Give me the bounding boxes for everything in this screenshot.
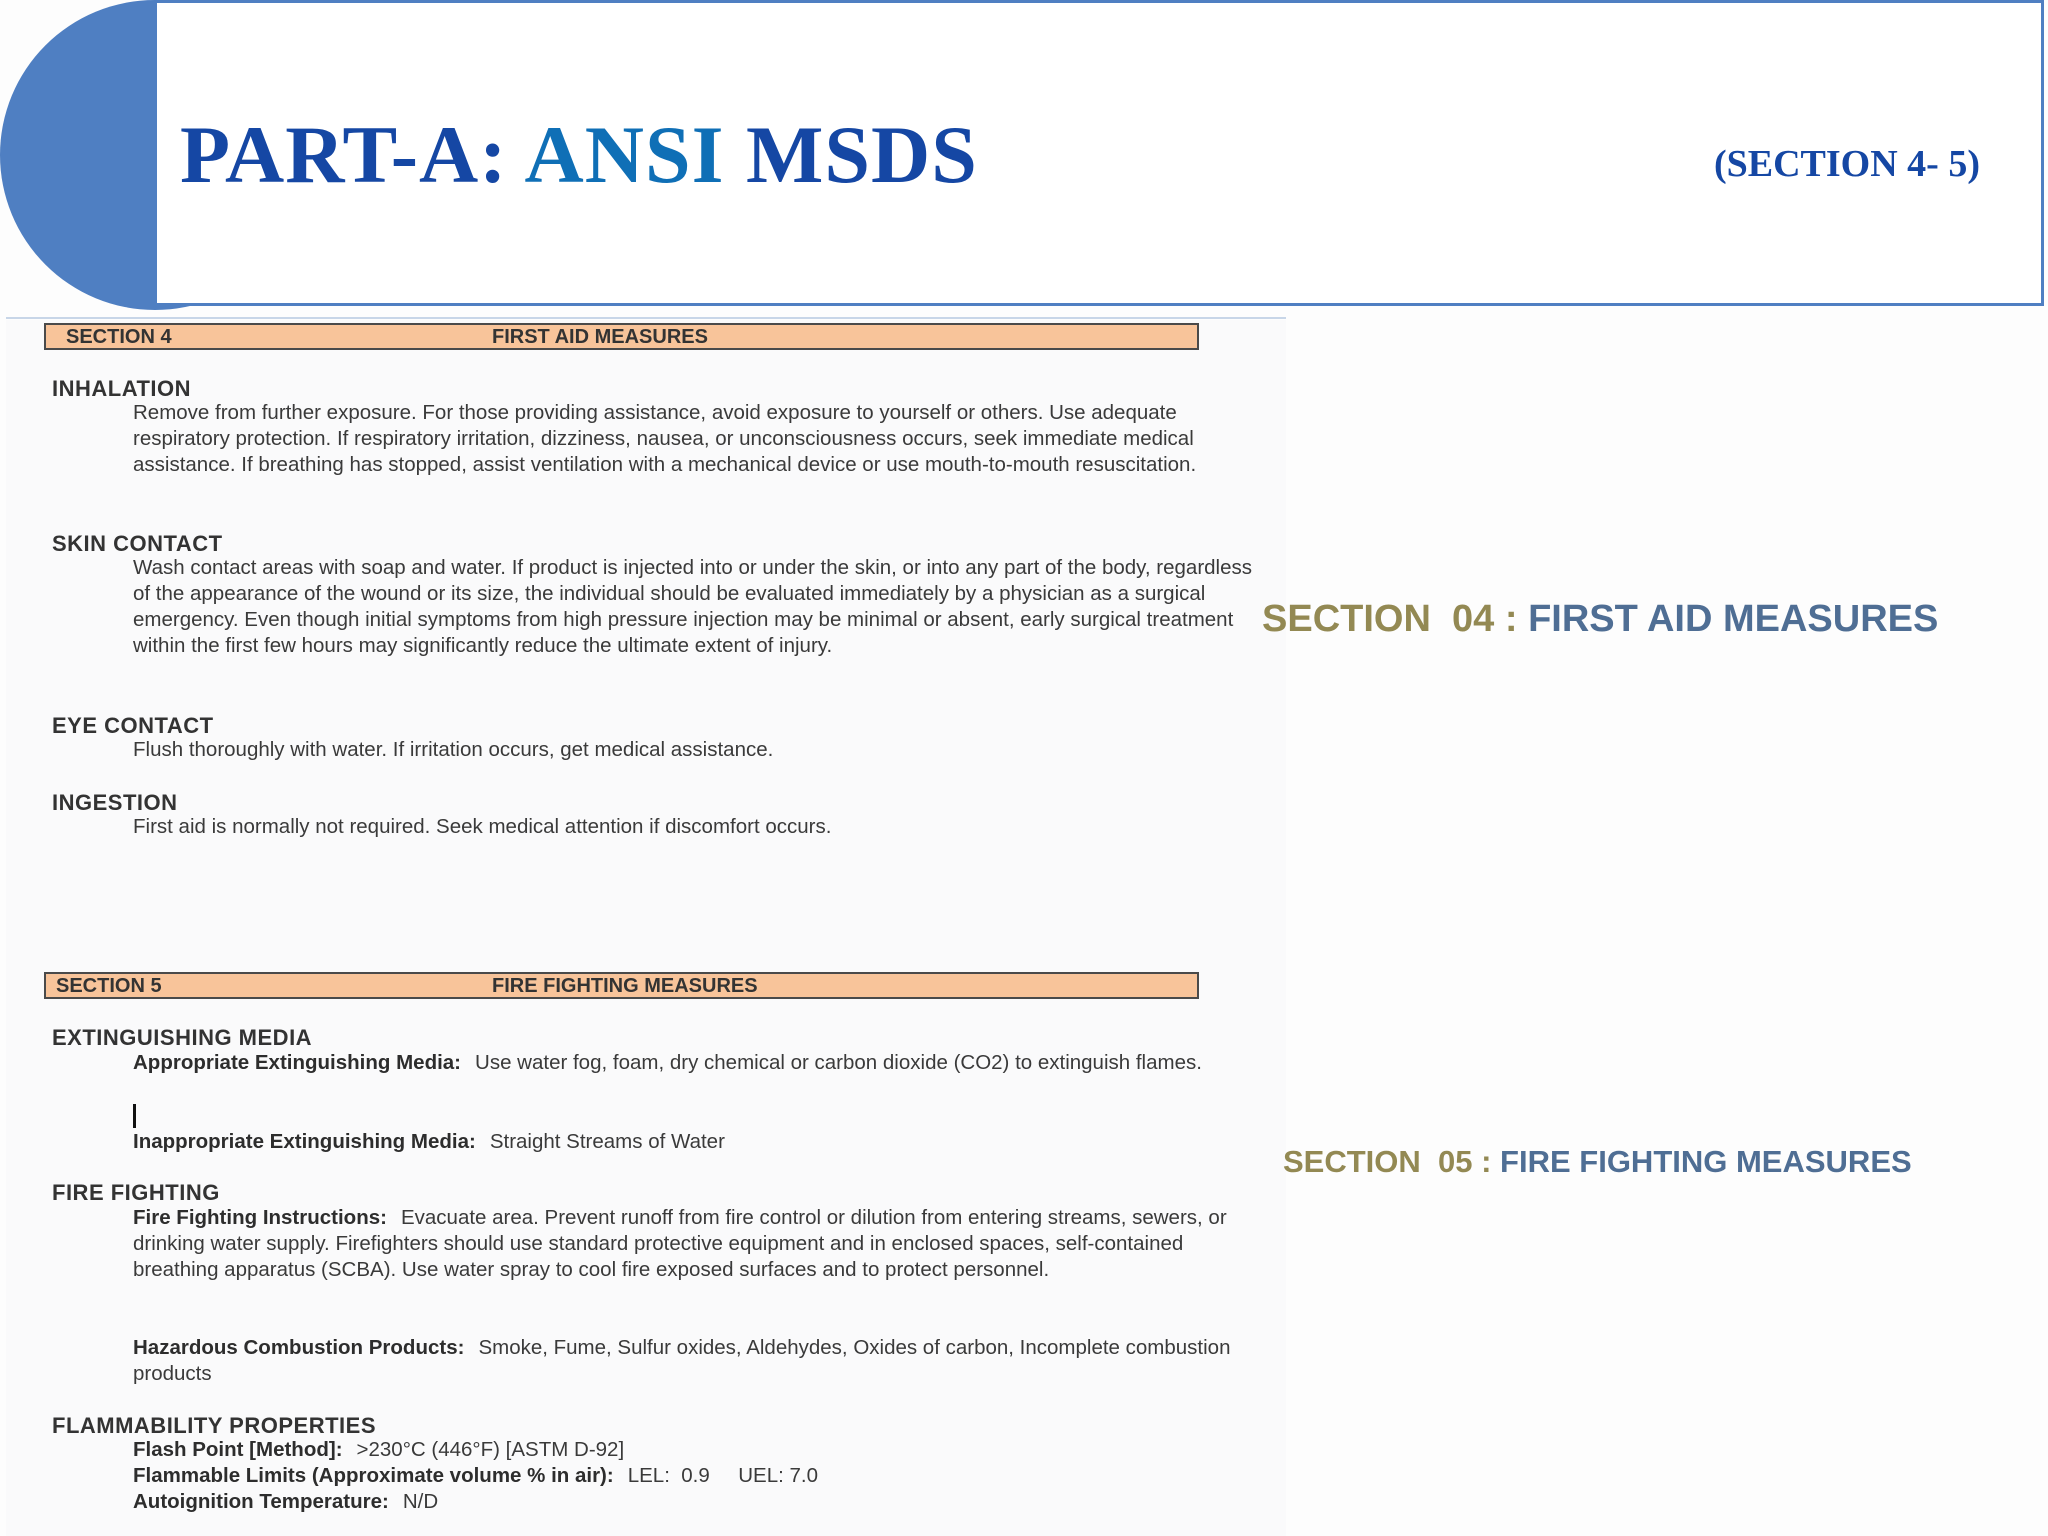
flash-point xyxy=(133,1438,624,1462)
hazardous-combustion xyxy=(133,1335,1263,1387)
combustion-text: Smoke, Fume, Sulfur oxides, Aldehydes, Oxides of carbon, Incomplete combustion products xyxy=(133,1336,1231,1385)
msds-document-image xyxy=(6,320,1286,1536)
fire-fighting-heading: FIRE FIGHTING xyxy=(52,1180,220,1205)
appropriate-media-label: Appropriate Extinguishing Media: xyxy=(133,1051,462,1074)
divider xyxy=(6,317,1286,319)
autoignition-value: N/D xyxy=(402,1490,439,1513)
section-05-value: FIRE FIGHTING MEASURES xyxy=(1500,1144,1912,1179)
section4-title: FIRST AID MEASURES xyxy=(492,326,708,348)
section4-bar xyxy=(44,323,1199,350)
inappropriate-media xyxy=(133,1130,725,1154)
ingestion-text: First aid is normally not required. Seek medical attention if discomfort occurs. xyxy=(133,815,832,838)
flammable-limits-value: LEL: 0.9 UEL: 7.0 xyxy=(627,1464,819,1487)
inhalation-heading: INHALATION xyxy=(52,376,192,401)
flash-point-label: Flash Point [Method]: xyxy=(133,1438,343,1461)
eye-contact-text: Flush thoroughly with water. If irritation occurs, get medical assistance. xyxy=(133,738,774,761)
skin-contact-heading: SKIN CONTACT xyxy=(52,531,223,556)
eye-contact-heading: EYE CONTACT xyxy=(52,713,214,738)
ingestion-heading: INGESTION xyxy=(52,790,178,815)
fire-fighting-instructions xyxy=(133,1205,1263,1283)
instructions-label: Fire Fighting Instructions: xyxy=(133,1206,387,1229)
flash-point-value: >230°C (446°F) [ASTM D-92] xyxy=(356,1438,625,1461)
title-part1: PART-A: xyxy=(180,109,525,200)
flammability-heading: FLAMMABILITY PROPERTIES xyxy=(52,1413,376,1438)
title-highlight: ANSI xyxy=(524,109,725,200)
page-subtitle: (SECTION 4- 5) xyxy=(1713,143,1980,185)
section5-bar xyxy=(44,972,1199,999)
section-04-value: FIRST AID MEASURES xyxy=(1528,598,1939,640)
extinguishing-media-heading: EXTINGUISHING MEDIA xyxy=(52,1025,313,1050)
appropriate-media xyxy=(133,1050,1263,1076)
flammable-limits-label: Flammable Limits (Approximate volume % in air): xyxy=(133,1464,614,1487)
text-cursor xyxy=(133,1104,136,1128)
skin-contact-text: Wash contact areas with soap and water. If product is injected into or under the skin, or into any part of the body, regardless of the appearance of the wound or its size, the individual should be evaluated immediately by a physician as a surgical emergency. Even though initial symptoms from high pressure injection may be minimal or absent, early surgical treatment within the first few hours may significantly reduce the ultimate extent of injury. xyxy=(133,556,1253,657)
autoignition-label: Autoignition Temperature: xyxy=(133,1490,389,1513)
instructions-text: Evacuate area. Prevent runoff from fire control or dilution from entering streams, sewers, or drinking water supply. Firefighters should use standard protective equipment and in enclosed spaces, self-contained breathing apparatus (SCBA). Use water spray to cool fire exposed surfaces and to protect personnel. xyxy=(133,1206,1227,1281)
section5-number: SECTION 5 xyxy=(56,975,162,997)
section-04-caption xyxy=(1262,598,1938,641)
flammable-limits xyxy=(133,1464,818,1488)
inappropriate-media-text: Straight Streams of Water xyxy=(489,1130,725,1153)
section-05-key: SECTION 05 : xyxy=(1283,1144,1501,1179)
inappropriate-media-label: Inappropriate Extinguishing Media: xyxy=(133,1130,476,1153)
section5-title: FIRE FIGHTING MEASURES xyxy=(492,975,758,997)
section-05-caption xyxy=(1283,1144,1912,1180)
autoignition xyxy=(133,1490,438,1514)
section-04-key: SECTION 04 : xyxy=(1262,598,1529,640)
title-part2: MSDS xyxy=(724,109,978,200)
section4-number: SECTION 4 xyxy=(66,326,172,348)
page-title xyxy=(180,108,978,202)
combustion-label: Hazardous Combustion Products: xyxy=(133,1336,465,1359)
inhalation-text: Remove from further exposure. For those providing assistance, avoid exposure to yourself or others. Use adequate respiratory protection. If respiratory irritation, dizziness, nausea, or unconsciousness occurs, seek immediate medical assistance. If breathing has stopped, assist ventilation with a mechanical device or use mouth-to-mouth resuscitation. xyxy=(133,401,1197,476)
appropriate-media-text: Use water fog, foam, dry chemical or carbon dioxide (CO2) to extinguish flames. xyxy=(475,1051,1202,1074)
